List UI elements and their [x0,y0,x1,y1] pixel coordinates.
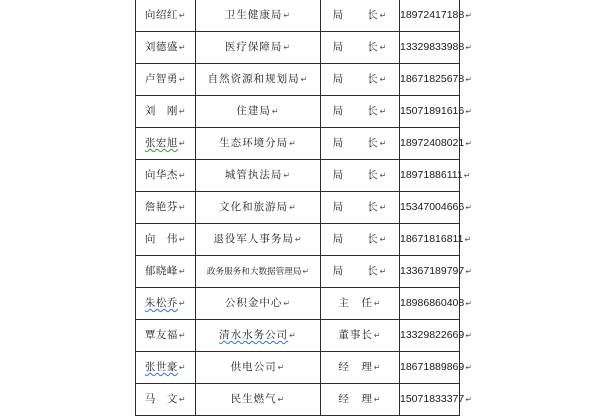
unit-text: 清水水务公司 [219,329,289,341]
name-cell [136,288,196,320]
paragraph-mark: ↵ [178,43,187,52]
phone-cell [400,64,472,96]
paragraph-mark: ↵ [379,107,388,116]
unit-text: 公积金中心 [224,297,283,309]
paragraph-mark: ↵ [178,331,187,340]
name-text: 覃友福 [144,329,178,341]
paragraph-mark: ↵ [302,266,310,276]
phone-cell [400,256,472,288]
name-text: 马 文 [144,393,178,405]
paragraph-mark: ↵ [465,139,472,148]
name-cell [136,256,196,288]
phone-text: 15071891616 [400,105,465,117]
paragraph-mark: ↵ [379,203,388,212]
title-cell [321,128,400,160]
table-row [136,128,460,160]
paragraph-mark: ↵ [178,107,187,116]
title-text: 主 任 [338,297,373,309]
paragraph-mark: ↵ [465,107,472,116]
unit-text: 卫生健康局 [224,9,283,21]
paragraph-mark: ↵ [178,11,187,20]
table-row [136,32,460,64]
paragraph-mark: ↵ [465,11,472,20]
unit-text: 住建局 [236,105,271,117]
phone-cell [400,160,471,192]
paragraph-mark: ↵ [373,299,382,308]
phone-text: 18671816811 [400,233,464,245]
unit-text: 退役军人事务局 [213,233,294,245]
title-text: 局 长 [332,9,379,21]
title-text: 局 长 [332,233,379,245]
phone-text: 13367189797 [400,265,465,277]
name-text: 张宏旭 [144,137,178,149]
paragraph-mark: ↵ [379,235,388,244]
paragraph-mark: ↵ [300,75,309,84]
unit-cell [196,160,321,192]
table-row [136,256,460,288]
name-text: 刘德盛 [144,41,178,53]
phone-cell [400,128,472,160]
title-cell [321,160,400,192]
contact-table-sheet [135,0,472,405]
unit-text: 政务服务和大数据管理局 [206,266,302,277]
phone-cell [400,192,472,224]
phone-cell [400,384,472,416]
phone-text: 18972417188 [400,9,465,21]
paragraph-mark: ↵ [178,395,187,404]
name-cell [136,32,196,64]
table-row [136,352,460,384]
paragraph-mark: ↵ [465,267,472,276]
title-text: 局 长 [332,41,379,53]
title-cell [321,320,400,352]
name-cell [136,128,196,160]
title-cell [321,64,400,96]
unit-cell [196,384,321,416]
paragraph-mark: ↵ [178,203,187,212]
paragraph-mark: ↵ [379,11,388,20]
name-text: 郁晓峰 [144,265,178,277]
paragraph-mark: ↵ [463,171,471,180]
paragraph-mark: ↵ [465,299,472,308]
paragraph-mark: ↵ [178,235,187,244]
unit-text: 民生燃气 [230,393,277,405]
name-text: 卢智勇 [144,73,178,85]
name-cell [136,96,196,128]
unit-text: 医疗保障局 [224,41,283,53]
name-cell [136,192,196,224]
paragraph-mark: ↵ [178,171,187,180]
name-text: 向绍红 [144,9,178,21]
contact-table [135,0,472,416]
paragraph-mark: ↵ [465,395,472,404]
unit-text: 生态环境分局 [219,137,289,149]
phone-cell [400,32,472,64]
title-cell [321,32,400,64]
paragraph-mark: ↵ [289,203,297,212]
paragraph-mark: ↵ [379,139,388,148]
paragraph-mark: ↵ [178,75,187,84]
phone-text: 18986860408 [400,297,465,309]
title-text: 局 长 [332,265,379,277]
title-text: 局 长 [332,105,379,117]
name-cell [136,224,196,256]
paragraph-mark: ↵ [294,235,303,244]
title-text: 经 理 [338,393,373,405]
paragraph-mark: ↵ [465,203,472,212]
phone-text: 13329822669 [400,329,465,341]
name-cell [136,384,196,416]
title-text: 经 理 [338,361,373,373]
phone-text: 15071833377 [400,393,465,405]
unit-text: 自然资源和规划局 [207,73,300,85]
unit-cell [196,128,321,160]
paragraph-mark: ↵ [178,299,187,308]
unit-text: 文化和旅游局 [219,201,289,213]
table-row [136,384,460,416]
table-row [136,288,460,320]
unit-text: 供电公司 [230,361,277,373]
name-cell [136,320,196,352]
name-cell [136,0,196,32]
paragraph-mark: ↵ [379,43,388,52]
unit-cell [196,352,321,384]
name-text: 张世豪 [144,361,178,373]
phone-text: 18671825678 [400,73,465,85]
paragraph-mark: ↵ [283,171,292,180]
paragraph-mark: ↵ [178,363,187,372]
title-text: 局 长 [332,169,379,181]
paragraph-mark: ↵ [465,363,472,372]
paragraph-mark: ↵ [379,267,388,276]
paragraph-mark: ↵ [178,267,187,276]
paragraph-mark: ↵ [283,43,292,52]
paragraph-mark: ↵ [465,43,472,52]
unit-cell [196,288,321,320]
name-text: 詹艳芬 [144,201,178,213]
paragraph-mark: ↵ [283,299,292,308]
paragraph-mark: ↵ [277,395,286,404]
title-text: 局 长 [332,137,379,149]
title-cell [321,384,400,416]
name-cell [136,352,196,384]
table-row [136,0,460,32]
phone-cell [400,288,472,320]
phone-text: 13329833988 [400,41,465,53]
title-text: 局 长 [332,73,379,85]
title-cell [321,224,400,256]
paragraph-mark: ↵ [373,363,382,372]
title-text: 董事长 [338,329,373,341]
phone-cell [400,352,472,384]
paragraph-mark: ↵ [373,331,382,340]
unit-cell [196,0,321,32]
unit-cell [196,32,321,64]
name-text: 向 伟 [144,233,178,245]
paragraph-mark: ↵ [373,395,382,404]
table-row [136,64,460,96]
paragraph-mark: ↵ [379,75,388,84]
paragraph-mark: ↵ [271,107,280,116]
unit-text: 城管执法局 [224,169,283,181]
name-cell [136,160,196,192]
unit-cell [196,96,321,128]
title-cell [321,0,400,32]
unit-cell [196,224,321,256]
title-cell [321,256,400,288]
title-cell [321,96,400,128]
paragraph-mark: ↵ [289,331,297,340]
name-text: 刘 刚 [144,105,178,117]
phone-text: 15347004666 [400,201,465,213]
title-cell [321,288,400,320]
name-text: 向华杰 [144,169,178,181]
name-text: 朱松乔 [144,297,178,309]
paragraph-mark: ↵ [283,11,292,20]
paragraph-mark: ↵ [379,171,388,180]
title-text: 局 长 [332,201,379,213]
paragraph-mark: ↵ [465,75,472,84]
paragraph-mark: ↵ [464,235,472,244]
unit-cell [196,320,321,352]
paragraph-mark: ↵ [289,139,297,148]
phone-cell [400,96,472,128]
table-row [136,320,460,352]
table-row [136,224,460,256]
unit-cell [196,192,321,224]
phone-cell [400,320,472,352]
phone-cell [400,224,472,256]
phone-text: 18671889869 [400,361,465,373]
phone-cell [400,0,472,32]
table-row [136,160,460,192]
unit-cell [196,64,321,96]
unit-cell [196,256,321,288]
title-cell [321,192,400,224]
table-row [136,96,460,128]
paragraph-mark: ↵ [465,331,472,340]
table-row [136,192,460,224]
phone-text: 18972408021 [400,137,465,149]
paragraph-mark: ↵ [178,139,187,148]
paragraph-mark: ↵ [277,363,286,372]
name-cell [136,64,196,96]
phone-text: 18971886111 [400,169,463,181]
title-cell [321,352,400,384]
